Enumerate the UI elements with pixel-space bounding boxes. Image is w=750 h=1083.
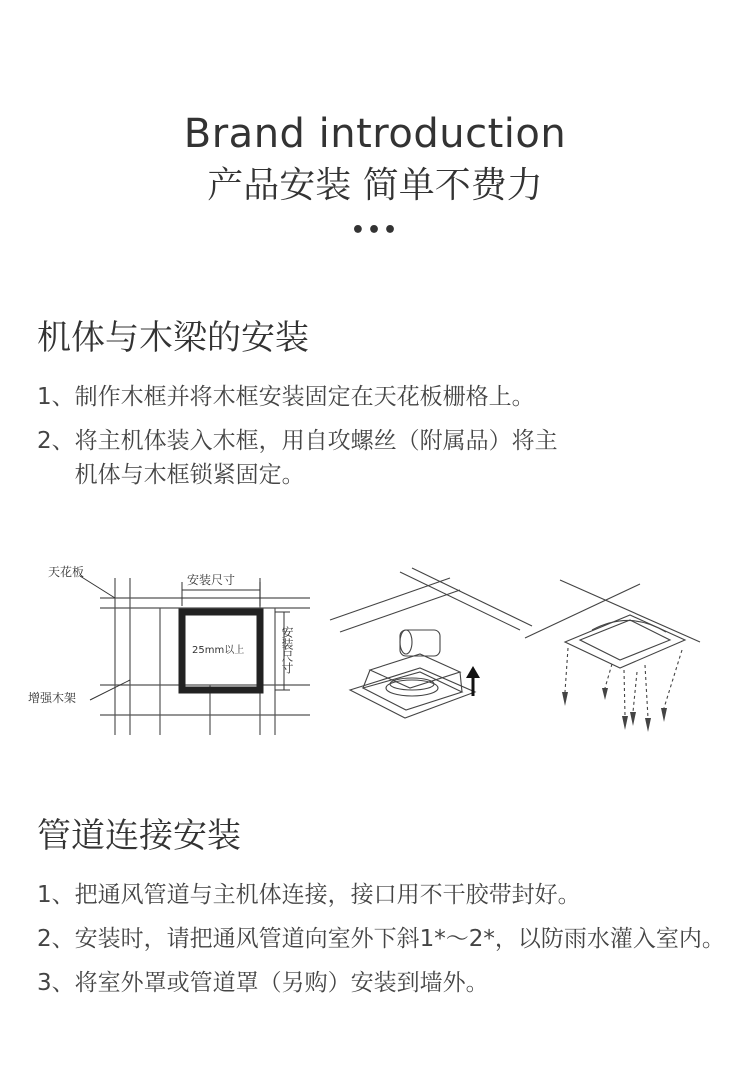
brand-title-cn: 产品安装 简单不费力 [207, 165, 543, 206]
step-item [37, 424, 730, 492]
ceiling-grid [100, 578, 310, 735]
arrow-up-icon [466, 666, 480, 696]
section1-steps [37, 380, 730, 502]
step-item [37, 380, 730, 414]
step-number: 3、 [37, 970, 75, 996]
step-number: 2、 [37, 428, 75, 454]
step-text: 制作木框并将木框安装固定在天花板栅格上。 [74, 384, 535, 410]
step-item [37, 878, 730, 912]
header [0, 110, 750, 242]
section-title-frame-install: 机体与木梁的安装 [37, 318, 309, 358]
step-text: 把通风管道与主机体连接，接口用不干胶带封好。 [74, 882, 581, 908]
step-number: 1、 [37, 882, 75, 908]
screw-fix-illustration [525, 580, 700, 718]
brand-title-en: Brand introduction [183, 111, 567, 157]
installation-diagram [20, 560, 740, 740]
label-reinforce: 增强木架 [28, 691, 77, 705]
step-number: 1、 [37, 384, 75, 410]
fan-insert-illustration [330, 568, 532, 718]
step-item [37, 966, 730, 1000]
step-item [37, 922, 730, 956]
section-title-duct-install: 管道连接安装 [37, 816, 241, 856]
label-min-depth: 25mm以上 [192, 645, 245, 656]
label-install-size-side: 安装尺寸 [280, 626, 294, 674]
label-ceiling: 天花板 [48, 565, 85, 579]
screw-icons [562, 688, 667, 732]
installation-diagram-svg [20, 560, 740, 740]
step-number: 2、 [37, 926, 75, 952]
step-text: 安装时，请把通风管道向室外下斜1*～2*，以防雨水灌入室内。 [74, 926, 725, 952]
label-install-size-top: 安装尺寸 [187, 573, 236, 587]
step-text: 将主机体装入木框，用自攻螺丝（附属品）将主机体与木框锁紧固定。 [74, 428, 558, 488]
ellipsis-dots: ••• [350, 218, 400, 243]
section2-steps [37, 878, 730, 1010]
step-text: 将室外罩或管道罩（另购）安装到墙外。 [74, 970, 489, 996]
